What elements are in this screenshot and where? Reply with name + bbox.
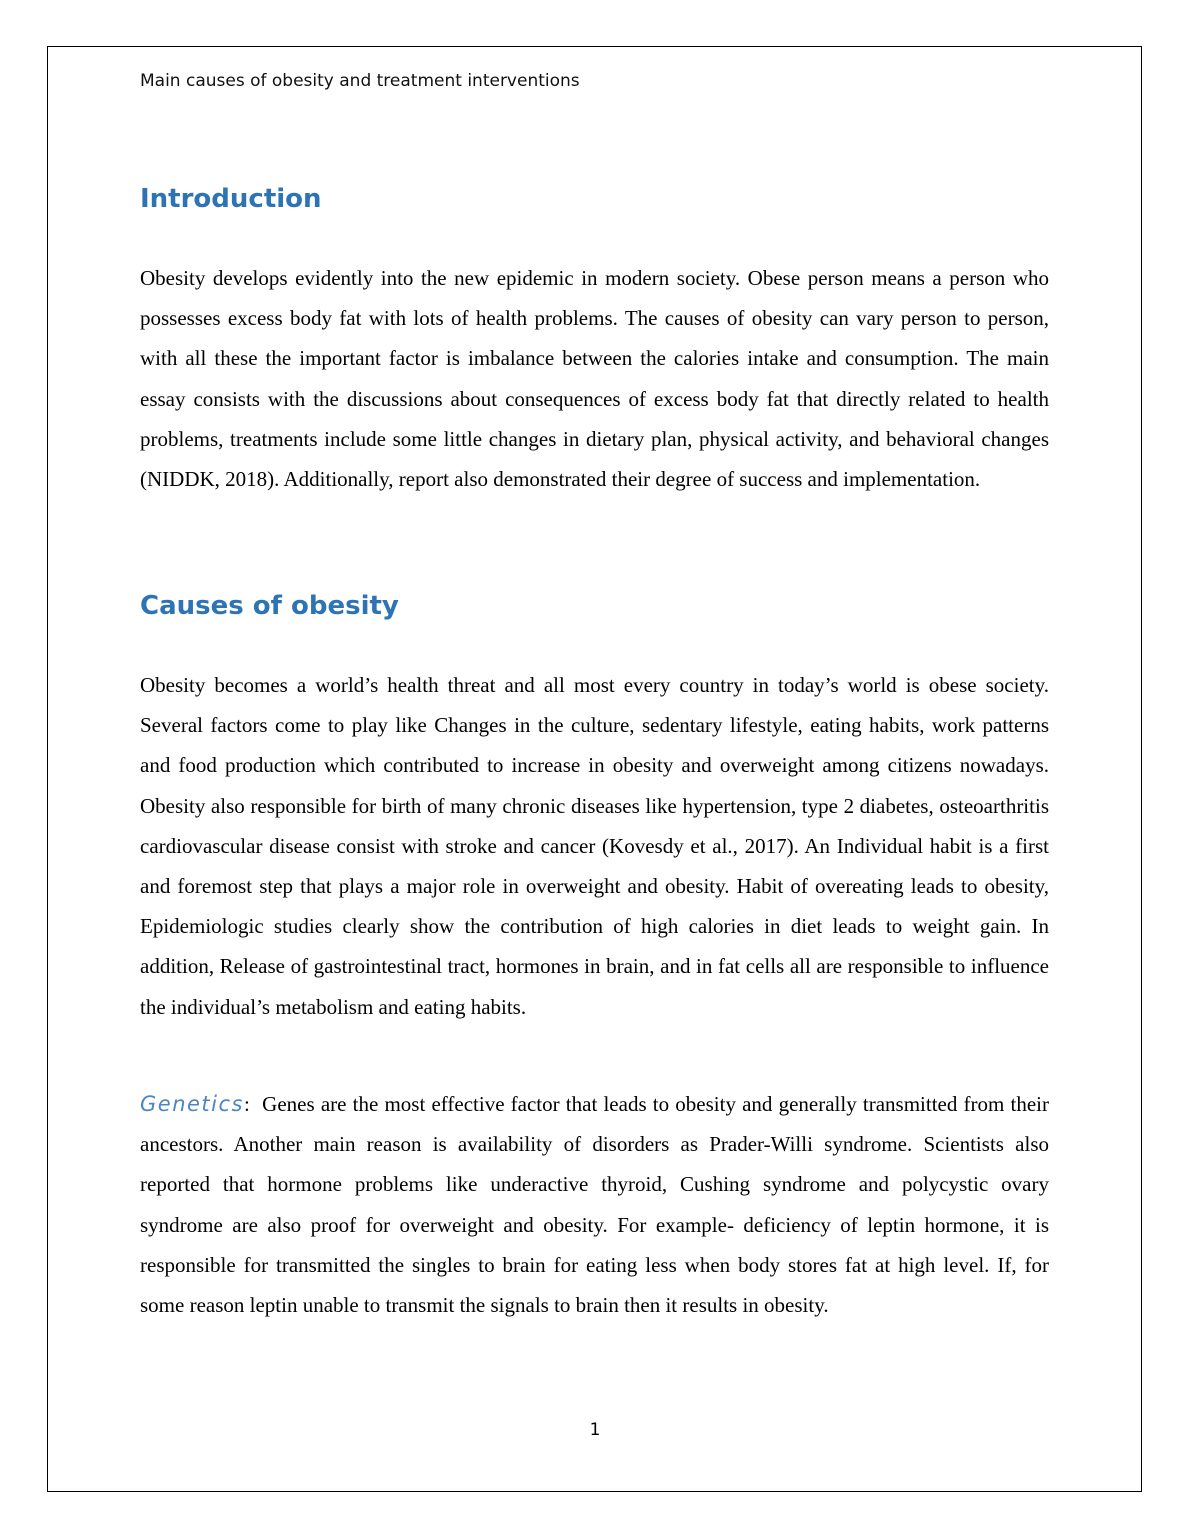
introduction-heading: Introduction [140,184,322,214]
causes-paragraph: Obesity becomes a world’s health threat and all most every country in today’s world is obese society. Several factors come to play like Changes in the culture, sedentary lifestyle, eating habits, work patterns and food production which contributed to increase in obesity and overweight among citizens nowadays. Obesity also responsible for birth of many chronic diseases like hypertension, type 2 diabetes, osteoarthritis cardiovascular disease consist with stroke and cancer (Kovesdy et al., 2017). An Individual habit is a first and foremost step that plays a major role in overweight and obesity. Habit of overeating leads to obesity, Epidemiologic studies clearly show the contribution of high calories in diet leads to weight gain. In addition, Release of gastrointestinal tract, hormones in brain, and in fat cells all are responsible to influence the individual’s metabolism and eating habits. [140,673,1049,1019]
introduction-paragraph: Obesity develops evidently into the new epidemic in modern society. Obese person means a person who possesses excess body fat with lots of health problems. The causes of obesity can vary person to person, with all these the important factor is imbalance between the calories intake and consumption. The main essay consists with the discussions about consequences of excess body fat that directly related to health problems, treatments include some little changes in dietary plan, physical activity, and behavioral changes (NIDDK, 2018). Additionally, report also demonstrated their degree of success and implementation. [140,266,1049,492]
page-number: 1 [589,1420,601,1440]
running-header: Main causes of obesity and treatment interventions [140,71,580,91]
genetics-separator: : [243,1092,250,1116]
causes-heading: Causes of obesity [140,591,399,621]
genetics-paragraph [140,1084,1049,1325]
genetics-text: Genes are the most effective factor that leads to obesity and generally transmitted from their ancestors. Another main reason is availability of disorders as Prader-Willi syndrome. Scientists also reported that hormone problems like underactive thyroid, Cushing syndrome and polycystic ovary syndrome are also proof for overweight and obesity. For example- deficiency of leptin hormone, it is responsible for transmitted the singles to brain for eating less when body stores fat at high level. If, for some reason leptin unable to transmit the signals to brain then it results in obesity. [140,1092,1050,1318]
genetics-label: Genetics [140,1092,244,1116]
